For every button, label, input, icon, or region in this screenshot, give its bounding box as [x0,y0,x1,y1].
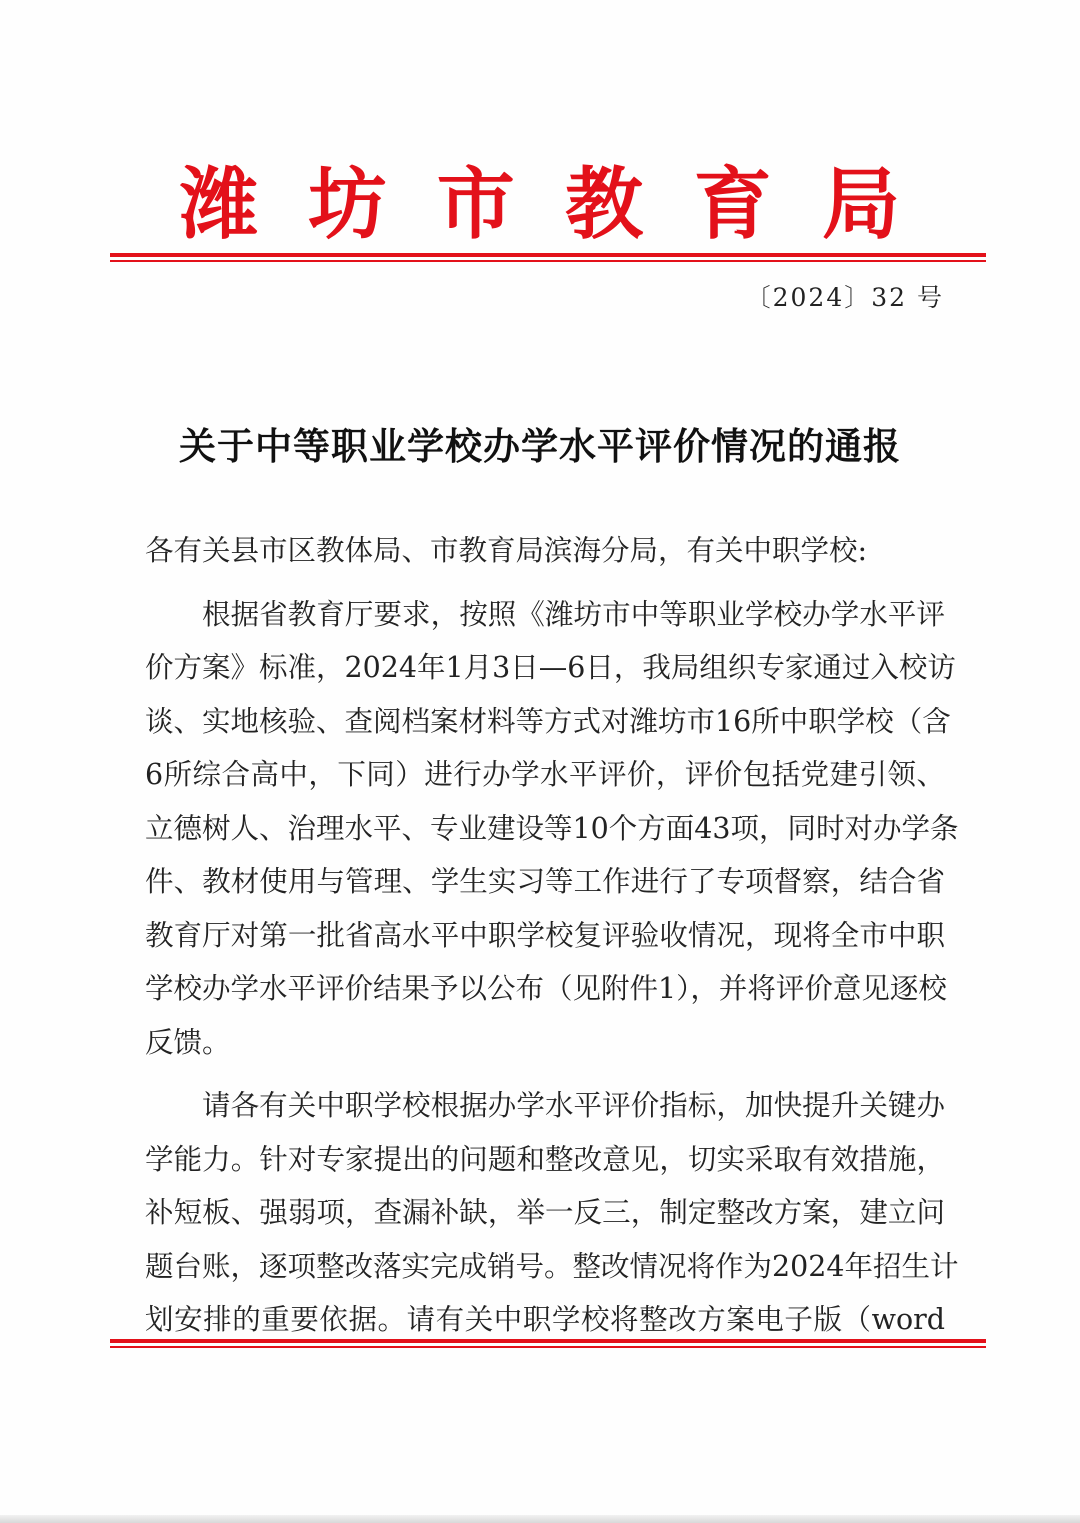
body-line: 6所综合高中，下同）进行办学水平评价，评价包括党建引领、 [145,758,945,791]
body-line: 件、教材使用与管理、学生实习等工作进行了专项督察，结合省 [145,865,945,898]
body-line: 立德树人、治理水平、专业建设等10个方面43项，同时对办学条 [145,811,959,845]
document-number: 〔2024〕32 号 [745,283,944,312]
masthead-char: 潍 [180,159,259,250]
body-line: 请各有关中职学校根据办学水平评价指标，加快提升关键办 [202,1089,945,1122]
body-line: 教育厅对第一批省高水平中职学校复评验收情况，现将全市中职 [145,918,945,952]
body-line: 根据省教育厅要求，按照《潍坊市中等职业学校办学水平评 [202,597,945,631]
body-line: 谈、实地核验、查阅档案材料等方式对潍坊市16所中职学校（含 [145,704,951,738]
masthead-char: 坊 [308,159,387,250]
body-line: 补短板、强弱项，查漏补缺，举一反三，制定整改方案，建立问 [145,1196,945,1229]
masthead-char: 市 [436,159,515,250]
document-title: 关于中等职业学校办学水平评价情况的通报 [179,424,901,468]
body-line: 划安排的重要依据。请有关中职学校将整改方案电子版（word [145,1303,945,1336]
body-line: 学校办学水平评价结果予以公布（见附件1），并将评价意见逐校 [145,972,947,1005]
page-edge-shadow [0,1515,1080,1523]
issuing-authority-masthead [180,148,900,248]
document-body [145,524,959,1347]
paragraph-2 [145,1079,959,1347]
salutation: 各有关县市区教体局、市教育局滨海分局，有关中职学校: [145,534,868,567]
masthead-char: 育 [693,159,772,250]
masthead-char: 教 [565,159,644,250]
body-line: 价方案》标准，2024年1月3日—6日，我局组织专家通过入校访 [145,651,956,684]
body-line: 题台账，逐项整改落实完成销号。整改情况将作为2024年招生计 [145,1249,959,1283]
red-header-rule [110,253,986,262]
body-line: 反馈。 [145,1025,231,1059]
paragraph-1 [145,588,959,1070]
body-line: 学能力。针对专家提出的问题和整改意见，切实采取有效措施， [145,1142,945,1176]
red-footer-rule [110,1339,986,1348]
masthead-char: 局 [821,159,900,250]
